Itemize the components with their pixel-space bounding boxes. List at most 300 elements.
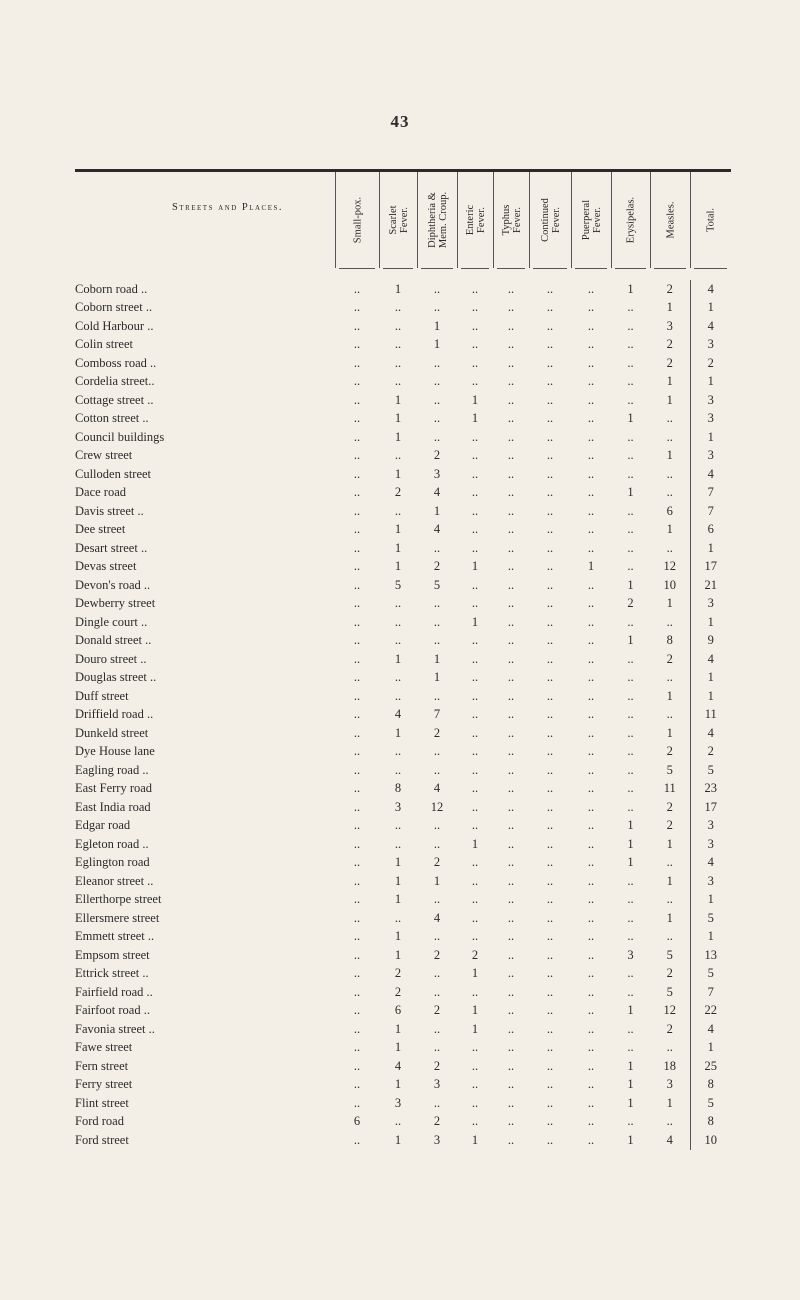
count-cell: .. bbox=[627, 318, 634, 333]
count-cell: .. bbox=[471, 466, 479, 481]
column-header-5 bbox=[493, 172, 529, 268]
count-cell: 1 bbox=[666, 596, 673, 611]
count-cell: .. bbox=[353, 855, 361, 870]
count-cell: .. bbox=[627, 651, 634, 666]
table-row bbox=[75, 465, 731, 484]
column-header-label: Small-pox. bbox=[352, 196, 363, 244]
total-cell: 1 bbox=[690, 373, 731, 392]
count-cell: .. bbox=[587, 836, 595, 851]
total-cell: 5 bbox=[690, 965, 731, 984]
count-cell: .. bbox=[546, 892, 554, 907]
count-cell: .. bbox=[546, 281, 554, 296]
count-cell: .. bbox=[546, 1132, 554, 1147]
count-cell: .. bbox=[433, 392, 441, 407]
street-name: Fawe street bbox=[75, 1040, 133, 1055]
count-cell: .. bbox=[627, 892, 634, 907]
count-cell: 1 bbox=[627, 577, 634, 592]
count-cell: 2 bbox=[433, 725, 441, 740]
count-cell: .. bbox=[353, 762, 361, 777]
count-cell: .. bbox=[394, 355, 402, 370]
count-cell: .. bbox=[433, 966, 441, 981]
total-cell: 3 bbox=[690, 336, 731, 355]
count-cell: .. bbox=[433, 411, 441, 426]
count-cell: 1 bbox=[471, 1003, 479, 1018]
street-name: Ford road bbox=[75, 1114, 124, 1129]
table-row bbox=[75, 299, 731, 318]
count-cell: .. bbox=[627, 762, 634, 777]
count-cell: 2 bbox=[433, 1003, 441, 1018]
column-header-4 bbox=[457, 172, 493, 268]
total-cell: 3 bbox=[690, 391, 731, 410]
count-cell: .. bbox=[353, 781, 361, 796]
count-cell: .. bbox=[507, 522, 515, 537]
count-cell: .. bbox=[587, 781, 595, 796]
count-cell: .. bbox=[353, 929, 361, 944]
count-cell: .. bbox=[587, 614, 595, 629]
count-cell: .. bbox=[546, 633, 554, 648]
count-cell: .. bbox=[666, 707, 673, 722]
column-header-label: Puerperal Fever. bbox=[580, 199, 603, 241]
count-cell: 1 bbox=[627, 818, 634, 833]
count-cell: .. bbox=[546, 1114, 554, 1129]
count-cell: .. bbox=[353, 892, 361, 907]
count-cell: .. bbox=[666, 855, 673, 870]
count-cell: .. bbox=[471, 984, 479, 999]
count-cell: .. bbox=[433, 688, 441, 703]
street-name: Dye House lane bbox=[75, 744, 155, 759]
count-cell: .. bbox=[507, 984, 515, 999]
count-cell: 1 bbox=[666, 374, 673, 389]
count-cell: .. bbox=[666, 429, 673, 444]
total-cell: 23 bbox=[690, 780, 731, 799]
count-cell: .. bbox=[353, 318, 361, 333]
count-cell: 2 bbox=[666, 966, 673, 981]
total-cell: 1 bbox=[690, 299, 731, 318]
count-cell: 8 bbox=[666, 633, 673, 648]
street-name: Crew street bbox=[75, 448, 133, 463]
total-cell: 1 bbox=[690, 613, 731, 632]
count-cell: 1 bbox=[433, 337, 441, 352]
count-cell: .. bbox=[507, 873, 515, 888]
count-cell: .. bbox=[471, 633, 479, 648]
count-cell: .. bbox=[353, 392, 361, 407]
count-cell: 1 bbox=[471, 966, 479, 981]
count-cell: .. bbox=[507, 1021, 515, 1036]
table-row bbox=[75, 872, 731, 891]
count-cell: .. bbox=[546, 1058, 554, 1073]
count-cell: .. bbox=[627, 429, 634, 444]
column-header-underline bbox=[575, 268, 607, 269]
column-header-8 bbox=[611, 172, 650, 268]
count-cell: .. bbox=[507, 411, 515, 426]
count-cell: .. bbox=[546, 966, 554, 981]
count-cell: .. bbox=[587, 1040, 595, 1055]
count-cell: .. bbox=[546, 984, 554, 999]
count-cell: .. bbox=[587, 984, 595, 999]
count-cell: .. bbox=[587, 392, 595, 407]
column-header-2 bbox=[379, 172, 417, 268]
column-header-9 bbox=[650, 172, 690, 268]
count-cell: .. bbox=[546, 1003, 554, 1018]
count-cell: 1 bbox=[627, 1077, 634, 1092]
count-cell: .. bbox=[507, 596, 515, 611]
total-cell: 3 bbox=[690, 817, 731, 836]
count-cell: .. bbox=[627, 559, 634, 574]
count-cell: .. bbox=[353, 688, 361, 703]
column-header-underline bbox=[694, 268, 727, 269]
count-cell: .. bbox=[353, 411, 361, 426]
count-cell: 1 bbox=[627, 1132, 634, 1147]
count-cell: .. bbox=[353, 577, 361, 592]
column-header-underline bbox=[654, 268, 686, 269]
table-row bbox=[75, 1002, 731, 1021]
street-name: Favonia street .. bbox=[75, 1021, 155, 1036]
count-cell: .. bbox=[546, 429, 554, 444]
street-name: Comboss road .. bbox=[75, 355, 157, 370]
count-cell: .. bbox=[587, 688, 595, 703]
count-cell: 1 bbox=[627, 411, 634, 426]
count-cell: 1 bbox=[471, 392, 479, 407]
count-cell: .. bbox=[507, 1040, 515, 1055]
count-cell: .. bbox=[471, 540, 479, 555]
count-cell: .. bbox=[546, 300, 554, 315]
table-row bbox=[75, 817, 731, 836]
count-cell: .. bbox=[433, 633, 441, 648]
street-name: Cold Harbour .. bbox=[75, 318, 154, 333]
table-row bbox=[75, 1076, 731, 1095]
count-cell: .. bbox=[471, 1114, 479, 1129]
count-cell: .. bbox=[394, 670, 402, 685]
table-row bbox=[75, 743, 731, 762]
count-cell: .. bbox=[627, 725, 634, 740]
count-cell: 6 bbox=[666, 503, 673, 518]
table-row bbox=[75, 502, 731, 521]
count-cell: .. bbox=[394, 688, 402, 703]
table-row bbox=[75, 965, 731, 984]
street-name: Culloden street bbox=[75, 466, 152, 481]
total-cell: 3 bbox=[690, 835, 731, 854]
street-name: Douglas street .. bbox=[75, 670, 157, 685]
total-cell: 3 bbox=[690, 410, 731, 429]
count-cell: .. bbox=[433, 1095, 441, 1110]
total-cell: 9 bbox=[690, 632, 731, 651]
count-cell: 4 bbox=[666, 1132, 673, 1147]
count-cell: 3 bbox=[394, 1095, 402, 1110]
count-cell: .. bbox=[471, 799, 479, 814]
total-cell: 4 bbox=[690, 280, 731, 299]
count-cell: .. bbox=[587, 818, 595, 833]
table-row bbox=[75, 576, 731, 595]
count-cell: .. bbox=[546, 725, 554, 740]
count-cell: .. bbox=[471, 1058, 479, 1073]
count-cell: .. bbox=[507, 577, 515, 592]
count-cell: .. bbox=[353, 947, 361, 962]
count-cell: .. bbox=[394, 374, 402, 389]
total-cell: 4 bbox=[690, 317, 731, 336]
count-cell: .. bbox=[433, 929, 441, 944]
count-cell: 1 bbox=[627, 281, 634, 296]
count-cell: .. bbox=[433, 355, 441, 370]
count-cell: 3 bbox=[433, 1077, 441, 1092]
count-cell: 3 bbox=[433, 466, 441, 481]
count-cell: .. bbox=[666, 466, 673, 481]
column-header-label: Measles. bbox=[665, 201, 676, 239]
count-cell: .. bbox=[587, 1132, 595, 1147]
street-name: Desart street .. bbox=[75, 540, 148, 555]
count-cell: .. bbox=[471, 522, 479, 537]
count-cell: 1 bbox=[471, 1132, 479, 1147]
count-cell: .. bbox=[353, 540, 361, 555]
count-cell: .. bbox=[353, 836, 361, 851]
table-header bbox=[75, 172, 731, 272]
count-cell: .. bbox=[546, 485, 554, 500]
count-cell: .. bbox=[627, 466, 634, 481]
count-cell: .. bbox=[353, 374, 361, 389]
count-cell: 12 bbox=[430, 799, 444, 814]
total-cell: 17 bbox=[690, 798, 731, 817]
count-cell: .. bbox=[471, 300, 479, 315]
count-cell: 2 bbox=[394, 984, 402, 999]
table-row bbox=[75, 1057, 731, 1076]
total-cell: 2 bbox=[690, 354, 731, 373]
table-row bbox=[75, 854, 731, 873]
count-cell: .. bbox=[353, 744, 361, 759]
column-header-1 bbox=[335, 172, 379, 268]
count-cell: 1 bbox=[471, 614, 479, 629]
count-cell: .. bbox=[627, 707, 634, 722]
count-cell: .. bbox=[546, 670, 554, 685]
count-cell: 2 bbox=[394, 485, 402, 500]
street-name: Edgar road bbox=[75, 818, 131, 833]
table-row bbox=[75, 1113, 731, 1132]
count-cell: 1 bbox=[471, 411, 479, 426]
count-cell: 1 bbox=[394, 929, 402, 944]
count-cell: .. bbox=[587, 355, 595, 370]
count-cell: .. bbox=[587, 485, 595, 500]
column-header-label: Typhus Fever. bbox=[500, 204, 523, 236]
count-cell: 4 bbox=[433, 485, 441, 500]
count-cell: 6 bbox=[353, 1114, 361, 1129]
table-row bbox=[75, 1020, 731, 1039]
count-cell: 1 bbox=[666, 522, 673, 537]
street-name: Eglington road bbox=[75, 855, 150, 870]
count-cell: .. bbox=[627, 300, 634, 315]
table-row bbox=[75, 539, 731, 558]
count-cell: .. bbox=[394, 818, 402, 833]
street-name: Duff street bbox=[75, 688, 129, 703]
street-name: Davis street .. bbox=[75, 503, 144, 518]
count-cell: .. bbox=[471, 818, 479, 833]
count-cell: .. bbox=[433, 540, 441, 555]
count-cell: 1 bbox=[666, 873, 673, 888]
count-cell: .. bbox=[587, 1058, 595, 1073]
count-cell: .. bbox=[507, 762, 515, 777]
count-cell: .. bbox=[546, 355, 554, 370]
count-cell: .. bbox=[507, 670, 515, 685]
count-cell: .. bbox=[507, 318, 515, 333]
count-cell: .. bbox=[507, 485, 515, 500]
count-cell: 1 bbox=[666, 725, 673, 740]
count-cell: .. bbox=[627, 540, 634, 555]
street-name: Eleanor street .. bbox=[75, 873, 154, 888]
count-cell: .. bbox=[627, 374, 634, 389]
total-cell: 4 bbox=[690, 650, 731, 669]
count-cell: 1 bbox=[394, 725, 402, 740]
table-row bbox=[75, 410, 731, 429]
count-cell: 3 bbox=[666, 318, 673, 333]
street-name: Fairfield road .. bbox=[75, 984, 153, 999]
count-cell: 1 bbox=[666, 1095, 673, 1110]
count-cell: 2 bbox=[666, 818, 673, 833]
count-cell: 1 bbox=[394, 873, 402, 888]
count-cell: 2 bbox=[433, 1114, 441, 1129]
total-cell: 7 bbox=[690, 983, 731, 1002]
street-name: Colin street bbox=[75, 337, 133, 352]
street-name: Fairfoot road .. bbox=[75, 1003, 150, 1018]
count-cell: 2 bbox=[666, 1021, 673, 1036]
total-cell: 4 bbox=[690, 1020, 731, 1039]
count-cell: .. bbox=[353, 966, 361, 981]
count-cell: .. bbox=[627, 355, 634, 370]
count-cell: .. bbox=[546, 929, 554, 944]
count-cell: 1 bbox=[587, 559, 595, 574]
street-name: Ferry street bbox=[75, 1077, 133, 1092]
count-cell: .. bbox=[587, 577, 595, 592]
count-cell: .. bbox=[433, 596, 441, 611]
total-cell: 3 bbox=[690, 872, 731, 891]
count-cell: .. bbox=[507, 651, 515, 666]
total-cell: 10 bbox=[690, 1131, 731, 1150]
total-cell: 17 bbox=[690, 558, 731, 577]
count-cell: 1 bbox=[627, 836, 634, 851]
total-cell: 13 bbox=[690, 946, 731, 965]
count-cell: .. bbox=[507, 707, 515, 722]
count-cell: .. bbox=[546, 855, 554, 870]
count-cell: 1 bbox=[627, 633, 634, 648]
street-name: Flint street bbox=[75, 1095, 129, 1110]
count-cell: 5 bbox=[394, 577, 402, 592]
count-cell: .. bbox=[471, 318, 479, 333]
street-name: Dunkeld street bbox=[75, 725, 149, 740]
count-cell: .. bbox=[471, 707, 479, 722]
cases-table bbox=[75, 280, 731, 1150]
count-cell: .. bbox=[507, 910, 515, 925]
count-cell: .. bbox=[394, 503, 402, 518]
count-cell: .. bbox=[507, 892, 515, 907]
count-cell: .. bbox=[627, 929, 634, 944]
count-cell: 2 bbox=[666, 744, 673, 759]
count-cell: 12 bbox=[663, 1003, 676, 1018]
count-cell: 1 bbox=[666, 688, 673, 703]
count-cell: .. bbox=[587, 707, 595, 722]
count-cell: .. bbox=[546, 1077, 554, 1092]
count-cell: .. bbox=[627, 1114, 634, 1129]
table-row bbox=[75, 706, 731, 725]
count-cell: .. bbox=[353, 466, 361, 481]
count-cell: .. bbox=[353, 725, 361, 740]
count-cell: .. bbox=[471, 929, 479, 944]
count-cell: .. bbox=[587, 725, 595, 740]
count-cell: .. bbox=[353, 337, 361, 352]
count-cell: .. bbox=[587, 744, 595, 759]
count-cell: .. bbox=[587, 448, 595, 463]
count-cell: .. bbox=[507, 966, 515, 981]
total-cell: 3 bbox=[690, 595, 731, 614]
count-cell: .. bbox=[353, 670, 361, 685]
count-cell: .. bbox=[546, 559, 554, 574]
table-row bbox=[75, 354, 731, 373]
count-cell: .. bbox=[353, 596, 361, 611]
count-cell: .. bbox=[471, 670, 479, 685]
count-cell: .. bbox=[353, 522, 361, 537]
count-cell: 2 bbox=[394, 966, 402, 981]
count-cell: .. bbox=[587, 1003, 595, 1018]
street-name: East Ferry road bbox=[75, 781, 153, 796]
count-cell: .. bbox=[587, 337, 595, 352]
table-row bbox=[75, 632, 731, 651]
count-cell: 1 bbox=[394, 892, 402, 907]
count-cell: .. bbox=[546, 522, 554, 537]
count-cell: .. bbox=[546, 503, 554, 518]
column-header-6 bbox=[529, 172, 571, 268]
count-cell: .. bbox=[587, 762, 595, 777]
count-cell: .. bbox=[587, 300, 595, 315]
count-cell: .. bbox=[587, 1021, 595, 1036]
count-cell: .. bbox=[507, 300, 515, 315]
count-cell: .. bbox=[471, 688, 479, 703]
count-cell: .. bbox=[666, 929, 673, 944]
count-cell: 2 bbox=[471, 947, 479, 962]
count-cell: 1 bbox=[666, 392, 673, 407]
table-row bbox=[75, 780, 731, 799]
count-cell: .. bbox=[507, 818, 515, 833]
total-cell: 4 bbox=[690, 854, 731, 873]
count-cell: .. bbox=[507, 781, 515, 796]
table-row bbox=[75, 724, 731, 743]
count-cell: .. bbox=[353, 1132, 361, 1147]
count-cell: .. bbox=[666, 670, 673, 685]
count-cell: .. bbox=[433, 1021, 441, 1036]
count-cell: .. bbox=[507, 614, 515, 629]
count-cell: .. bbox=[627, 688, 634, 703]
total-cell: 22 bbox=[690, 1002, 731, 1021]
count-cell: 5 bbox=[666, 762, 673, 777]
count-cell: 1 bbox=[471, 559, 479, 574]
count-cell: .. bbox=[353, 281, 361, 296]
count-cell: .. bbox=[471, 448, 479, 463]
count-cell: .. bbox=[587, 466, 595, 481]
total-cell: 4 bbox=[690, 724, 731, 743]
count-cell: .. bbox=[471, 596, 479, 611]
count-cell: .. bbox=[587, 1077, 595, 1092]
count-cell: 1 bbox=[394, 1077, 402, 1092]
count-cell: 2 bbox=[433, 855, 441, 870]
count-cell: .. bbox=[394, 337, 402, 352]
count-cell: .. bbox=[353, 614, 361, 629]
count-cell: .. bbox=[433, 429, 441, 444]
street-name: Dee street bbox=[75, 522, 126, 537]
count-cell: .. bbox=[627, 799, 634, 814]
table-row bbox=[75, 983, 731, 1002]
count-cell: .. bbox=[433, 818, 441, 833]
page-number: 43 bbox=[390, 112, 410, 131]
count-cell: .. bbox=[546, 1021, 554, 1036]
total-cell: 8 bbox=[690, 1076, 731, 1095]
count-cell: 1 bbox=[666, 836, 673, 851]
count-cell: .. bbox=[507, 466, 515, 481]
count-cell: .. bbox=[507, 947, 515, 962]
table-row bbox=[75, 1094, 731, 1113]
